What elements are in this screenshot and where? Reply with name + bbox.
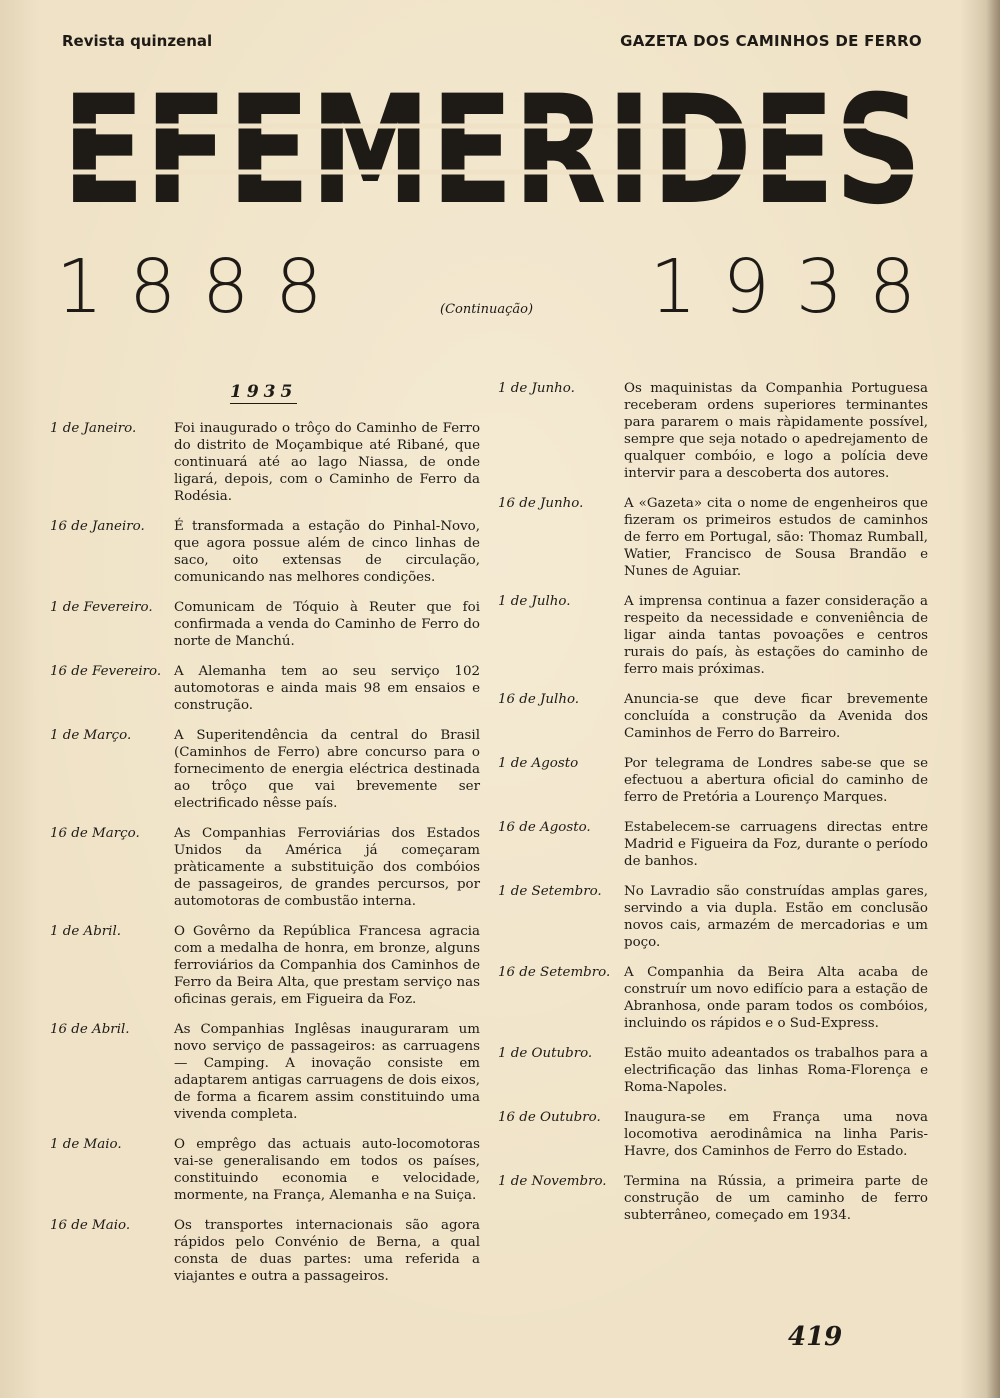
- entry-text: Os transportes internacionais são agora rápidos pelo Convénio de Berna, a qual consta de duas partes: uma referida a viajantes e outra a passageiros.: [174, 1218, 480, 1284]
- entry-text: É transformada a estação do Pinhal-Novo, que agora possue além de cinco linhas de saco, oito extensas de circulação, comunicando nas melhores condições.: [174, 519, 480, 585]
- entry-text: Comunicam de Tóquio à Reuter que foi confirmada a venda do Caminho de Ferro do norte de Manchú.: [174, 600, 480, 649]
- entry-date: 16 de Outubro.: [498, 1110, 601, 1125]
- entry-date: 1 de Julho.: [498, 594, 571, 609]
- entry-text: Anuncia-se que deve ficar brevemente concluída a construção da Avenida dos Caminhos de Ferro do Barreiro.: [624, 692, 928, 741]
- entry-text: As Companhias Ferroviárias dos Estados Unidos da América já começaram pràticamente a substituição dos combóios de passageiros, de grandes percursos, por automotoras de combustão interna.: [174, 826, 480, 909]
- running-header-left: Revista quinzenal: [62, 32, 213, 50]
- continuation-label: (Continuação): [440, 302, 534, 317]
- entry-date: 1 de Março.: [50, 728, 132, 743]
- entry-date: 16 de Janeiro.: [50, 519, 145, 534]
- chronology-entry: [50, 518, 480, 586]
- entry-text: Por telegrama de Londres sabe-se que se efectuou a abertura oficial do caminho de ferro de Pretória a Lourenço Marques.: [624, 756, 928, 805]
- chronology-entry: [498, 691, 928, 742]
- masthead-title-text: EFEMERIDES: [62, 84, 922, 214]
- masthead-title: [62, 84, 922, 214]
- chronology-entry: [498, 883, 928, 951]
- entry-text: A Companhia da Beira Alta acaba de construír um novo edifício para a estação de Abranhosa, onde param todos os combóios, incluindo os rápidos e o Sud-Express.: [624, 965, 928, 1031]
- page-edge-shadow: [986, 0, 1000, 1398]
- right-column: [498, 380, 928, 1237]
- entry-text: No Lavradio são construídas amplas gares, servindo a via dupla. Estão em conclusão novos cais, armazém de mercadorias e um poço.: [624, 884, 928, 950]
- chronology-entry: [50, 1217, 480, 1285]
- chronology-entry: [50, 923, 480, 1008]
- entry-date: 1 de Abril.: [50, 924, 121, 939]
- entry-date: 1 de Janeiro.: [50, 421, 137, 436]
- chronology-entry: [498, 964, 928, 1032]
- left-column: [50, 420, 480, 1298]
- entry-date: 1 de Novembro.: [498, 1174, 607, 1189]
- chronology-entry: [498, 593, 928, 678]
- entry-text: Os maquinistas da Companhia Portuguesa receberam ordens superiores terminantes para pararem o mais ràpidamente possível, sempre que seja notado o apedrejamento de qualquer combóio, e logo a polícia deve intervir para a descoberta dos autores.: [624, 381, 928, 481]
- entry-date: 1 de Setembro.: [498, 884, 602, 899]
- chronology-entry: [498, 1045, 928, 1096]
- chronology-entry: [50, 1136, 480, 1204]
- chronology-entry: [498, 819, 928, 870]
- entry-text: A «Gazeta» cita o nome de engenheiros que fizeram os primeiros estudos de caminhos de ferro em Portugal, são: Thomaz Rumball, Watier, Francisco de Sousa Brandão e Nunes de Aguiar.: [624, 496, 928, 579]
- entry-date: 1 de Junho.: [498, 381, 575, 396]
- chronology-entry: [50, 420, 480, 505]
- entry-date: 1 de Outubro.: [498, 1046, 593, 1061]
- entry-text: A Alemanha tem ao seu serviço 102 automotoras e ainda mais 98 em ensaios e construção.: [174, 664, 480, 713]
- section-year-heading: 1935: [230, 382, 298, 402]
- entry-date: 1 de Agosto: [498, 756, 579, 771]
- chronology-entry: [498, 755, 928, 806]
- entry-text: Termina na Rússia, a primeira parte de construção de um caminho de ferro subterrâneo, começado em 1934.: [624, 1174, 928, 1223]
- chronology-entry: [50, 663, 480, 714]
- entry-date: 16 de Maio.: [50, 1218, 131, 1233]
- chronology-entry: [50, 1021, 480, 1123]
- entry-date: 1 de Maio.: [50, 1137, 122, 1152]
- entry-text: O emprêgo das actuais auto-locomotoras vai-se generalisando em todos os países, constituindo economia e velocidade, mormente, na França, Alemanha e na Suiça.: [174, 1137, 480, 1203]
- entry-text: A imprensa continua a fazer consideração a respeito da necessidade e conveniência de ligar ainda tantas povoações e centros rurais do país, às estações do caminho de ferro mais próximas.: [624, 594, 928, 677]
- entry-text: Estabelecem-se carruagens directas entre Madrid e Figueira da Foz, durante o período de banhos.: [624, 820, 928, 869]
- entry-date: 16 de Março.: [50, 826, 140, 841]
- entry-date: 16 de Agosto.: [498, 820, 591, 835]
- entry-text: Estão muito adeantados os trabalhos para a electrificação das linhas Roma-Florença e Roma-Napoles.: [624, 1046, 928, 1095]
- entry-date: 16 de Setembro.: [498, 965, 611, 980]
- year-end: 1938: [649, 244, 942, 330]
- entry-text: Foi inaugurado o trôço do Caminho de Ferro do distrito de Moçambique até Ribané, que continuará até ao lago Niassa, de onde ligará, depois, com o Caminho de Ferro da Rodésia.: [174, 421, 480, 504]
- chronology-entry: [498, 380, 928, 482]
- chronology-entry: [498, 1173, 928, 1224]
- entry-date: 16 de Abril.: [50, 1022, 130, 1037]
- running-header-right: GAZETA DOS CAMINHOS DE FERRO: [620, 32, 922, 50]
- entry-text: A Superitendência da central do Brasil (Caminhos de Ferro) abre concurso para o fornecimento de energia eléctrica destinada ao trôço que vai brevemente ser electrificado nêsse país.: [174, 728, 480, 811]
- entry-date: 1 de Fevereiro.: [50, 600, 153, 615]
- entry-date: 16 de Julho.: [498, 692, 580, 707]
- page-number: 419: [788, 1322, 843, 1352]
- chronology-entry: [50, 825, 480, 910]
- chronology-entry: [498, 1109, 928, 1160]
- year-start: 1888: [56, 244, 349, 330]
- chronology-entry: [498, 495, 928, 580]
- entry-date: 16 de Fevereiro.: [50, 664, 162, 679]
- entry-date: 16 de Junho.: [498, 496, 584, 511]
- entry-text: As Companhias Inglêsas inauguraram um novo serviço de passageiros: as carruagens — Camping. A inovação consiste em adaptarem antigas carruagens de dois eixos, de forma a ficarem assim constituindo uma vivenda completa.: [174, 1022, 480, 1122]
- entry-text: Inaugura-se em França uma nova locomotiva aerodinâmica na linha Paris-Havre, dos Caminhos de Ferro do Estado.: [624, 1110, 928, 1159]
- chronology-entry: [50, 727, 480, 812]
- entry-text: O Govêrno da República Francesa agracia com a medalha de honra, em bronze, alguns ferroviários da Companhia dos Caminhos de Ferro da Beira Alta, que prestam serviço nas oficinas gerais, em Figueira da Foz.: [174, 924, 480, 1007]
- chronology-entry: [50, 599, 480, 650]
